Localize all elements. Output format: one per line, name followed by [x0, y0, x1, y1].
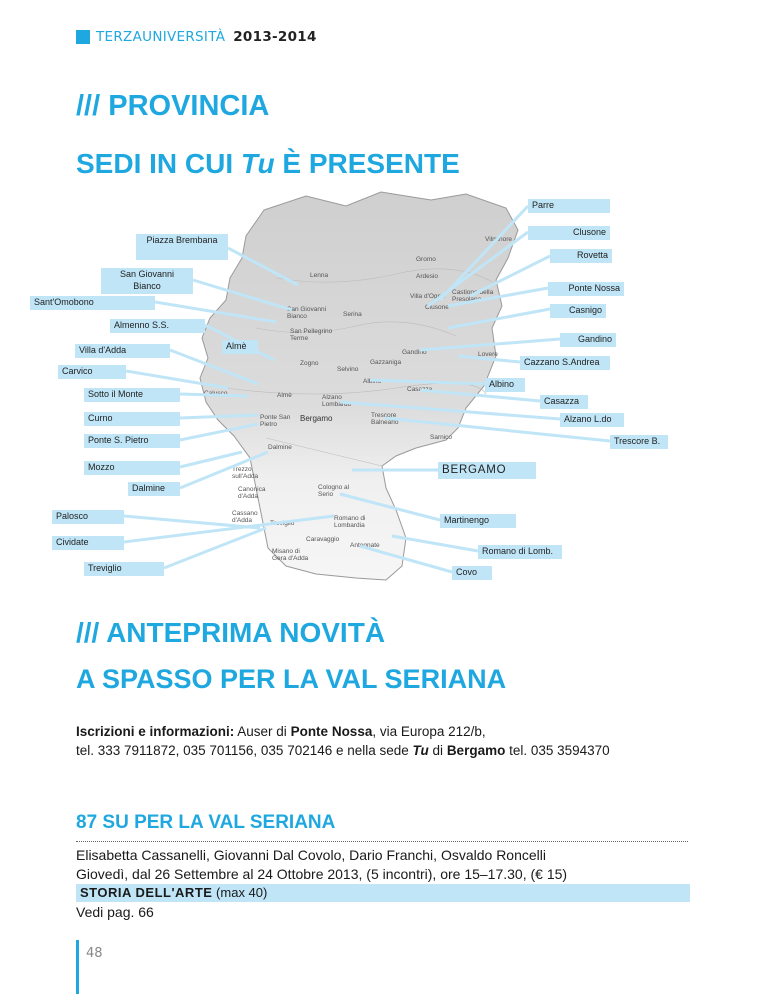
- map-label-parre: Parre: [528, 199, 610, 213]
- town-canonica: Canonica d'Adda: [238, 486, 266, 500]
- page-reference: Vedi pag. 66: [76, 904, 154, 920]
- info-text-4: di: [428, 743, 447, 758]
- info-text-2: , via Europa 212/b,: [372, 724, 486, 739]
- town-sangiovanni: San Giovanni Bianco: [287, 306, 327, 320]
- course-title: 87 SU PER LA VAL SERIANA: [76, 812, 336, 833]
- town-lovere: Lovere: [478, 351, 498, 358]
- sedi-text-b: È PRESENTE: [282, 148, 460, 179]
- map-label-romano: Romano di Lomb.: [478, 545, 562, 559]
- registration-info: [76, 722, 756, 760]
- map-label-mozzo: Mozzo: [84, 461, 180, 475]
- town-casazza: Casazza: [407, 386, 433, 393]
- town-trescore: Trescore Balneario: [371, 412, 399, 426]
- town-misano: Misano di Gera d'Adda: [272, 548, 309, 562]
- header-square-icon: [76, 30, 90, 44]
- map-label-casazza: Casazza: [540, 395, 588, 409]
- map-label-piazza-brembana: Piazza Brembana: [136, 234, 228, 260]
- map-label-ponte-s-pietro: Ponte S. Pietro: [84, 434, 180, 448]
- map-label-villa-dadda: Villa d'Adda: [75, 344, 170, 358]
- section-subtitle-spasso: A SPASSO PER LA VAL SERIANA: [76, 664, 507, 694]
- map-label-alme: Almè: [222, 340, 258, 354]
- town-gromo: Gromo: [416, 256, 436, 263]
- map-label-bergamo: BERGAMO: [438, 462, 536, 479]
- town-antegnate: Antegnate: [350, 542, 380, 549]
- town-trezzo: Trezzo sull'Adda: [232, 466, 259, 480]
- town-sanpellegrino: San Pellegrino Terme: [290, 328, 333, 342]
- map-label-trescore: Trescore B.: [610, 435, 668, 449]
- map-label-sotto-il-monte: Sotto il Monte: [84, 388, 180, 402]
- town-treviglio: Treviglio: [270, 520, 295, 527]
- town-cologno: Cologno al Serio: [318, 484, 350, 498]
- map-label-clusone: Clusone: [528, 226, 610, 240]
- town-alzano: Alzano Lombardo: [322, 394, 352, 408]
- map-label-san-giovanni-bianco: San Giovanni Bianco: [101, 268, 193, 294]
- map-label-dalmine: Dalmine: [128, 482, 180, 496]
- section-subtitle-sedi: [76, 148, 460, 180]
- info-ponte-nossa: Ponte Nossa: [290, 724, 373, 739]
- map-label-gandino: Gandino: [560, 333, 616, 347]
- town-dalmine: Dalmine: [268, 444, 292, 451]
- map-label-palosco: Palosco: [52, 510, 124, 524]
- town-pontesanpietro: Ponte San Pietro: [260, 414, 291, 428]
- map-label-sant-omobono: Sant'Omobono: [30, 296, 155, 310]
- map-label-alzano: Alzano L.do: [560, 413, 624, 427]
- info-text-1: Auser di: [234, 724, 291, 739]
- page-number: 48: [86, 946, 103, 961]
- town-calusco: Calusco: [204, 390, 228, 397]
- map-label-covo: Covo: [452, 566, 492, 580]
- town-gazzaniga: Gazzaniga: [370, 359, 402, 366]
- section-title-provincia: /// PROVINCIA: [76, 90, 270, 122]
- map-label-martinengo: Martinengo: [440, 514, 516, 528]
- map-label-almenno: Almenno S.S.: [110, 319, 205, 333]
- map-label-rovetta: Rovetta: [550, 249, 612, 263]
- town-cassano: Cassano d'Adda: [232, 510, 258, 524]
- town-romano: Romano di Lombardia: [334, 515, 366, 529]
- map-label-curno: Curno: [84, 412, 180, 426]
- sedi-tu: Tu: [240, 148, 275, 179]
- info-text-5: tel. 035 3594370: [505, 743, 610, 758]
- town-alme: Almè: [277, 392, 292, 399]
- town-caravaggio: Caravaggio: [306, 536, 340, 543]
- town-lenna: Lenna: [310, 272, 329, 279]
- dotted-divider: [76, 841, 688, 842]
- category-name: STORIA DELL'ARTE: [80, 885, 213, 900]
- section-title-anteprima: /// ANTEPRIMA NOVITÀ: [76, 617, 386, 648]
- info-text-3: tel. 333 7911872, 035 701156, 035 702146 e nella sede: [76, 743, 413, 758]
- town-selvino: Selvino: [337, 366, 359, 373]
- info-tu: Tu: [412, 743, 429, 758]
- course-category: [80, 885, 267, 900]
- brand-universita: UNIVERSITÀ: [142, 29, 226, 45]
- course-details: [76, 846, 567, 884]
- map-label-casnigo: Casnigo: [550, 304, 606, 318]
- town-vilminore: Vilminore: [485, 236, 512, 243]
- town-bergamo: Bergamo: [300, 414, 333, 423]
- town-zogno: Zogno: [300, 360, 319, 367]
- info-bergamo: Bergamo: [446, 743, 506, 758]
- town-villa-dogna: Villa d'Ogna: [410, 293, 445, 300]
- running-header: [96, 29, 317, 45]
- map-label-cazzano: Cazzano S.Andrea: [520, 356, 610, 370]
- map-label-albino: Albino: [485, 378, 525, 392]
- brand-terza: TERZA: [96, 29, 143, 45]
- info-label: Iscrizioni e informazioni:: [76, 724, 235, 739]
- map-label-carvico: Carvico: [58, 365, 126, 379]
- map-label-treviglio: Treviglio: [84, 562, 164, 576]
- header-year: 2013-2014: [233, 29, 317, 45]
- town-sarnico: Sarnico: [430, 434, 453, 441]
- town-albino: Albino: [363, 378, 382, 385]
- town-castione: Castione della Presolana: [452, 289, 494, 303]
- town-clusone: Clusone: [425, 304, 449, 311]
- map-label-cividate: Cividate: [52, 536, 124, 550]
- sedi-text-a: SEDI IN CUI: [76, 148, 234, 179]
- town-ardesio: Ardesio: [416, 273, 439, 280]
- category-note: (max 40): [212, 885, 268, 900]
- course-schedule: Giovedì, dal 26 Settembre al 24 Ottobre 2013, (5 incontri), ore 15–17.30, (€ 15): [76, 866, 568, 882]
- town-gandino: Gandino: [402, 349, 427, 356]
- course-teachers: Elisabetta Cassanelli, Giovanni Dal Covolo, Dario Franchi, Osvaldo Roncelli: [76, 847, 546, 863]
- page-number-bar: [76, 940, 79, 994]
- map-label-ponte-nossa: Ponte Nossa: [548, 282, 624, 296]
- town-serina: Serina: [343, 311, 362, 318]
